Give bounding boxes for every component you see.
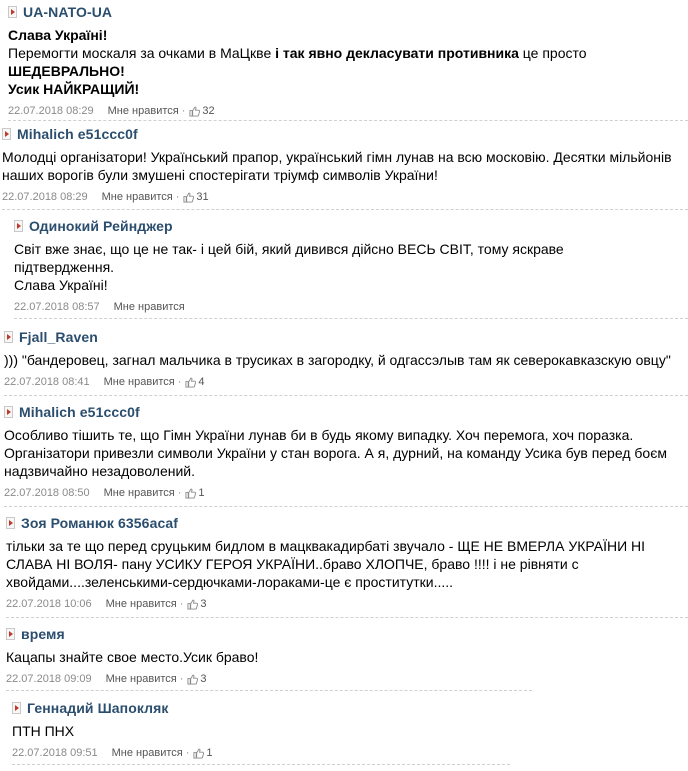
comment-header [2, 124, 684, 144]
comment-divider [14, 318, 688, 319]
comment [14, 216, 684, 315]
reply-arrow-icon[interactable] [4, 406, 13, 418]
comment-date: 22.07.2018 08:57 [14, 301, 100, 313]
comment-author-link[interactable]: UA-NATO-UA [23, 4, 113, 20]
comment-line [8, 62, 684, 80]
comment-date: 22.07.2018 08:41 [4, 376, 90, 388]
comment-line [6, 573, 684, 591]
comment-text-segment: хвойдами....зеленськими-сердючками-лораками-це є проститутки..... [6, 574, 454, 590]
meta-separator: · [175, 191, 180, 203]
comment-line [4, 426, 684, 444]
like-button[interactable]: Мне нравится [101, 191, 173, 203]
comment-text-segment: Молодці організатори! Український прапор, український гімн лунав на всю московію. Десятки мільйонів [2, 149, 672, 165]
reply-arrow-icon[interactable] [14, 220, 23, 232]
comment-author-link[interactable]: время [21, 626, 65, 642]
comment-line [8, 44, 684, 62]
comment-divider [6, 617, 688, 618]
comment-header [6, 513, 684, 533]
comment-line [6, 648, 684, 666]
comment-meta [14, 299, 684, 315]
comment-author-link[interactable]: Fjall_Raven [19, 329, 98, 345]
comment-meta [6, 671, 684, 687]
comment-text-segment: Кацапы знайте свое место.Усик браво! [6, 649, 259, 665]
reply-arrow-icon[interactable] [6, 628, 15, 640]
comment-author-link[interactable]: Mihalich e51ccc0f [19, 404, 140, 420]
comment-divider [4, 395, 688, 396]
like-button[interactable]: Мне нравится [103, 487, 175, 499]
comment-line [14, 240, 684, 258]
comment-date: 22.07.2018 08:29 [2, 191, 88, 203]
thumbs-up-icon [187, 599, 197, 609]
comment [8, 2, 684, 119]
comment-date: 22.07.2018 08:50 [4, 487, 90, 499]
comment-line [14, 258, 684, 276]
like-button[interactable]: Мне нравится [103, 376, 175, 388]
comment-divider [4, 506, 688, 507]
like-button[interactable]: Мне нравится [107, 105, 179, 117]
comment-text-segment: надзвичайно незадоволений. [4, 463, 196, 479]
comment-text [6, 648, 684, 666]
comment [4, 402, 684, 501]
comment [6, 513, 684, 612]
comment-text-segment: Слава Україні! [8, 27, 108, 43]
meta-separator: · [185, 747, 190, 759]
comment-author-link[interactable]: Mihalich e51ccc0f [17, 126, 138, 142]
reply-arrow-icon[interactable] [2, 128, 11, 140]
like-count: 1 [198, 487, 205, 499]
comment [12, 698, 684, 761]
comment-header [4, 327, 684, 347]
like-count: 1 [206, 747, 213, 759]
comment-author-link[interactable]: Одинокий Рейнджер [29, 218, 173, 234]
comment-date: 22.07.2018 10:06 [6, 598, 92, 610]
comment-line [2, 148, 684, 166]
comment-text [2, 148, 684, 184]
comment-divider [2, 209, 688, 210]
comment-text-segment: Світ вже знає, що це не так- і цей бій, який дивився дійсно ВЕСЬ СВІТ, тому яскраве [14, 241, 564, 257]
comment-text [12, 722, 684, 740]
thumbs-up-icon [187, 674, 197, 684]
meta-separator: · [177, 376, 182, 388]
comment-meta [12, 745, 684, 761]
comment-text-segment: наших ворогів були змушені спостерігати тріумф символів України! [2, 167, 438, 183]
comment-line [8, 80, 684, 98]
comment-text-segment: ))) "бандеровец, загнал мальчика в трусиках в загородку, й одгассэлыв там як северокавказскую овцу" [4, 352, 671, 368]
comment-text-segment: Слава Україні! [14, 277, 108, 293]
comment-meta [2, 189, 684, 205]
comment [6, 624, 684, 687]
comment-text-segment: ШЕДЕВРАЛЬНО! [8, 63, 125, 79]
comment-line [4, 444, 684, 462]
comment-header [12, 698, 684, 718]
thumbs-up-icon [185, 377, 195, 387]
comment-text-segment: Перемогти москаля за очками в МаЦкве [8, 45, 276, 61]
thumbs-up-icon [185, 488, 195, 498]
comment-text-segment: Особливо тішить те, що Гімн України лунав би в будь якому випадку. Хоч перемога, хоч поразка. [4, 427, 634, 443]
comment-line [4, 462, 684, 480]
comment-line [2, 166, 684, 184]
comment-text-segment: тільки за те що перед сруцьким бидлом в мацквакадирбаті звучало - ЩЕ НЕ ВМЕРЛА УКРАЇНИ НІ [6, 538, 646, 554]
reply-arrow-icon[interactable] [6, 517, 15, 529]
comment-text-segment: підтвердження. [14, 259, 115, 275]
comment-text [4, 351, 684, 369]
like-button[interactable]: Мне нравится [113, 301, 185, 313]
thumbs-up-icon [193, 748, 203, 758]
comment-text [8, 26, 684, 98]
meta-separator: · [181, 105, 186, 117]
reply-arrow-icon[interactable] [4, 331, 13, 343]
comment-date: 22.07.2018 09:09 [6, 673, 92, 685]
comment-divider [8, 120, 688, 121]
meta-separator: · [177, 487, 182, 499]
meta-separator: · [179, 673, 184, 685]
like-button[interactable]: Мне нравится [105, 598, 177, 610]
comment-text [14, 240, 684, 294]
thumbs-up-icon [189, 106, 199, 116]
reply-arrow-icon[interactable] [8, 6, 17, 18]
like-count: 3 [200, 598, 207, 610]
comment-meta [4, 374, 684, 390]
reply-arrow-icon[interactable] [12, 702, 21, 714]
comment-line [8, 26, 684, 44]
comment-line [14, 276, 684, 294]
comment-date: 22.07.2018 09:51 [12, 747, 98, 759]
like-button[interactable]: Мне нравится [105, 673, 177, 685]
meta-separator: · [179, 598, 184, 610]
comment-divider [12, 764, 510, 765]
comment-header [4, 402, 684, 422]
comment-meta [6, 596, 684, 612]
comment-text-segment: Усик НАЙКРАЩИЙ! [8, 81, 140, 97]
comment-line [12, 722, 684, 740]
comment-text-segment: це просто [518, 45, 587, 61]
comment-date: 22.07.2018 08:29 [8, 105, 94, 117]
comment-meta [8, 103, 684, 119]
comment-text-segment: ПТН ПНХ [12, 723, 75, 739]
comment [2, 124, 684, 205]
comment-author-link[interactable]: Зоя Романюк 6356acaf [21, 515, 178, 531]
comment-line [6, 555, 684, 573]
like-button[interactable]: Мне нравится [111, 747, 183, 759]
comment-line [6, 537, 684, 555]
comment-header [6, 624, 684, 644]
like-count: 31 [196, 191, 209, 203]
comment-line [4, 351, 684, 369]
comment-author-link[interactable]: Геннадий Шапокляк [27, 700, 169, 716]
comment-text-segment: і так явно декласувати противника [275, 45, 519, 61]
comment [4, 327, 684, 390]
comment-header [14, 216, 684, 236]
like-count: 32 [202, 105, 215, 117]
comment-text [4, 426, 684, 480]
thumbs-up-icon [183, 192, 193, 202]
comment-header [8, 2, 684, 22]
like-count: 4 [198, 376, 205, 388]
comment-text-segment: СЛАВА НІ ВОЛЯ- пану УСИКУ ГЕРОЯ УКРАЇНИ..браво ХЛОПЧЕ, браво !!!! і не рівняти с [6, 556, 579, 572]
comment-divider [6, 690, 532, 691]
comment-meta [4, 485, 684, 501]
comment-text-segment: Організатори привезли символи України у стан ворога. А я, дурний, на команду Усика був перед боєм [4, 445, 667, 461]
like-count: 3 [200, 673, 207, 685]
comment-text [6, 537, 684, 591]
